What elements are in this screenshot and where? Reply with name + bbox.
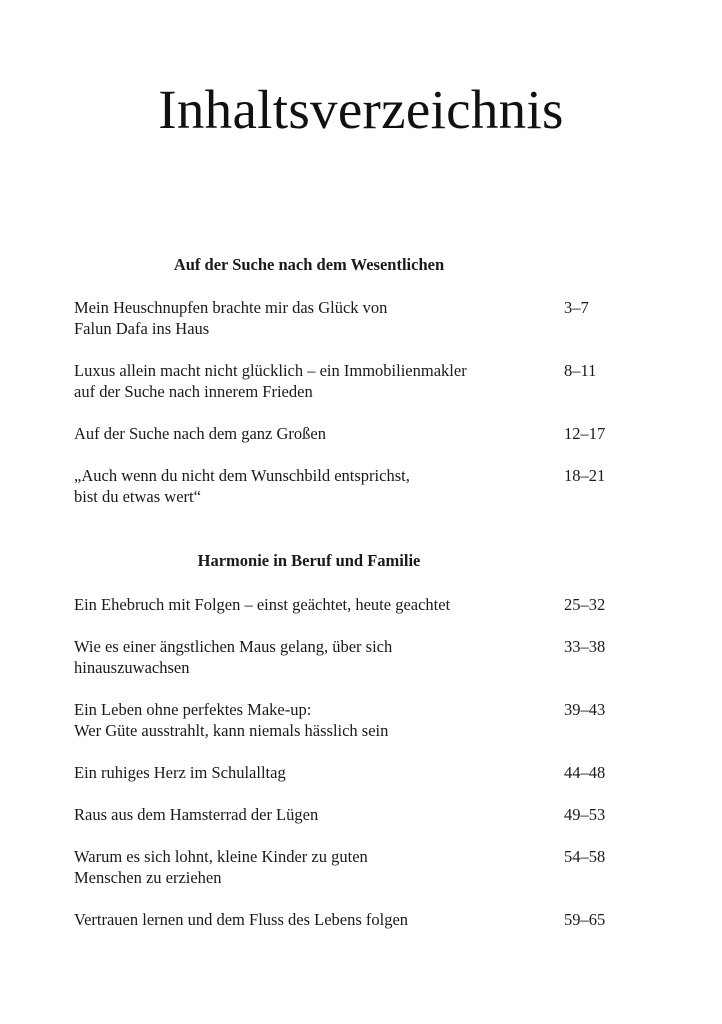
toc-entry bbox=[74, 636, 614, 678]
toc-entry-list bbox=[74, 594, 614, 930]
toc-entry-pages: 39–43 bbox=[564, 700, 606, 719]
toc-entry bbox=[74, 423, 614, 444]
section-heading: Harmonie in Beruf und Familie bbox=[197, 551, 421, 570]
toc-entry bbox=[74, 762, 614, 783]
toc-entry-title: Vertrauen lernen und dem Fluss des Lebens folgen bbox=[74, 910, 409, 929]
toc-entry-title: Wie es einer ängstlichen Maus gelang, über sich hinauszuwachsen bbox=[74, 637, 393, 677]
toc-entry-pages: 54–58 bbox=[564, 847, 606, 866]
toc-entry-title: Warum es sich lohnt, kleine Kinder zu guten Menschen zu erziehen bbox=[74, 847, 368, 887]
toc-entry-pages: 8–11 bbox=[564, 361, 597, 380]
toc-entry-title: Ein Leben ohne perfektes Make-up: Wer Güte ausstrahlt, kann niemals hässlich sein bbox=[74, 700, 389, 740]
toc-entry bbox=[74, 594, 614, 615]
toc-entry bbox=[74, 804, 614, 825]
toc-entry-title: Luxus allein macht nicht glücklich – ein Immobilienmakler auf der Suche nach innerem Frieden bbox=[74, 361, 467, 401]
toc-entry bbox=[74, 297, 614, 339]
toc-entry bbox=[74, 465, 614, 507]
toc-entry-pages: 44–48 bbox=[564, 763, 606, 782]
toc-entry-title: Mein Heuschnupfen brachte mir das Glück von Falun Dafa ins Haus bbox=[74, 298, 388, 338]
toc-entry-pages: 18–21 bbox=[564, 466, 606, 485]
toc-entry bbox=[74, 909, 614, 930]
toc-entry-pages: 49–53 bbox=[564, 805, 606, 824]
toc-entry-pages: 33–38 bbox=[564, 637, 606, 656]
toc-entry-title: „Auch wenn du nicht dem Wunschbild entsprichst, bist du etwas wert“ bbox=[74, 466, 410, 506]
toc-entry bbox=[74, 699, 614, 741]
toc-entry bbox=[74, 360, 614, 402]
toc-entry-list bbox=[74, 297, 614, 507]
page-title: Inhaltsverzeichnis bbox=[158, 79, 564, 140]
section-heading: Auf der Suche nach dem Wesentlichen bbox=[173, 255, 445, 274]
toc-entry-pages: 25–32 bbox=[564, 595, 606, 614]
toc-entry-title: Ein Ehebruch mit Folgen – einst geächtet, heute geachtet bbox=[74, 595, 451, 614]
toc-entry-title: Ein ruhiges Herz im Schulalltag bbox=[74, 763, 286, 782]
toc-entry bbox=[74, 846, 614, 888]
toc-entry-pages: 59–65 bbox=[564, 910, 606, 929]
toc-entry-pages: 3–7 bbox=[564, 298, 589, 317]
toc-entry-title: Auf der Suche nach dem ganz Großen bbox=[74, 424, 326, 443]
table-of-contents bbox=[74, 248, 614, 951]
toc-entry-title: Raus aus dem Hamsterrad der Lügen bbox=[74, 805, 319, 824]
toc-entry-pages: 12–17 bbox=[564, 424, 606, 443]
